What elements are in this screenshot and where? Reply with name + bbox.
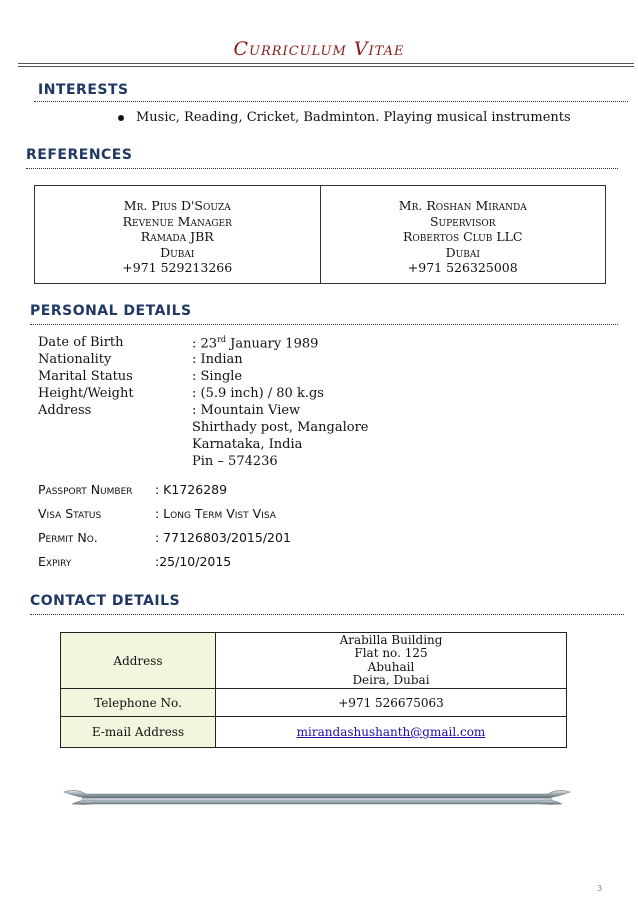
address-line-3: Karnataka, India	[192, 437, 303, 452]
reference-1	[35, 186, 320, 283]
nationality-label: Nationality	[38, 352, 112, 367]
permit-value: : 77126803/2015/201	[155, 530, 291, 545]
contact-email-cell	[216, 717, 567, 748]
contact-phone-value: +971 526675063	[216, 689, 567, 717]
passport-value: : K1726289	[155, 482, 228, 497]
visa-status-label: Visa Status	[38, 506, 102, 521]
reference-1-city: Dubai	[160, 244, 195, 260]
permit-label: Permit No.	[38, 530, 98, 545]
personal-heading: PERSONAL DETAILS	[30, 303, 192, 319]
reference-2-city: Dubai	[445, 244, 480, 260]
expiry-value: :25/10/2015	[155, 554, 232, 569]
marital-value: : Single	[192, 369, 243, 384]
address-label: Address	[38, 403, 92, 418]
contact-address-line-2: Flat no. 125	[354, 646, 428, 660]
page-title: Curriculum Vitae	[233, 38, 405, 60]
page-number: 3	[597, 884, 603, 893]
interests-divider	[34, 101, 628, 102]
scroll-ornament-icon	[62, 786, 572, 810]
dob-label: Date of Birth	[38, 335, 124, 350]
reference-1-org: Ramada JBR	[140, 229, 214, 244]
references-table	[34, 185, 606, 284]
reference-2-name: Mr. Roshan Miranda	[398, 198, 527, 213]
contact-address-label: Address	[61, 633, 216, 689]
references-heading: REFERENCES	[26, 147, 133, 163]
title-rule-bottom	[18, 66, 634, 67]
reference-2	[320, 186, 606, 283]
contact-address-line-4: Deira, Dubai	[352, 673, 430, 687]
address-line-2: Shirthady post, Mangalore	[192, 420, 369, 435]
interests-item	[118, 110, 571, 125]
dob-value: : 23rd January 1989	[192, 335, 319, 352]
contact-address-value	[216, 633, 567, 689]
nationality-value: : Indian	[192, 352, 243, 367]
contact-address-line-1: Arabilla Building	[339, 632, 443, 647]
contact-row-phone	[61, 689, 567, 717]
contact-row-address	[61, 633, 567, 689]
address-line-1: : Mountain View	[192, 403, 301, 418]
interests-text: Music, Reading, Cricket, Badminton. Playing musical instruments	[136, 110, 571, 125]
contact-heading: CONTACT DETAILS	[30, 593, 181, 609]
reference-1-phone: +971 529213266	[122, 260, 233, 275]
address-line-4: Pin – 574236	[192, 454, 278, 469]
reference-1-role: Revenue Manager	[122, 213, 232, 229]
visa-status-value: : Long Term Vist Visa	[155, 506, 276, 521]
contact-table	[60, 632, 567, 748]
marital-label: Marital Status	[38, 369, 133, 384]
contact-phone-label: Telephone No.	[61, 689, 216, 717]
contact-email-label: E-mail Address	[61, 717, 216, 748]
reference-2-org: Robertos Club LLC	[403, 229, 523, 244]
contact-row-email	[61, 717, 567, 748]
reference-2-role: Supervisor	[429, 213, 496, 229]
interests-heading: INTERESTS	[38, 82, 129, 98]
contact-address-line-3: Abuhail	[367, 659, 415, 674]
bullet-icon	[118, 115, 124, 121]
passport-label: Passport Number	[38, 482, 133, 497]
height-weight-label: Height/Weight	[38, 386, 134, 401]
email-link[interactable]: mirandashushanth@gmail.com	[296, 725, 486, 739]
height-weight-value: : (5.9 inch) / 80 k.gs	[192, 386, 324, 401]
contact-divider	[30, 614, 624, 615]
title-rule-top	[18, 63, 634, 64]
references-divider	[26, 168, 618, 169]
expiry-label: Expiry	[38, 554, 72, 569]
reference-2-phone: +971 526325008	[407, 260, 518, 275]
personal-divider	[30, 324, 618, 325]
reference-1-name: Mr. Pius D'Souza	[123, 198, 231, 213]
